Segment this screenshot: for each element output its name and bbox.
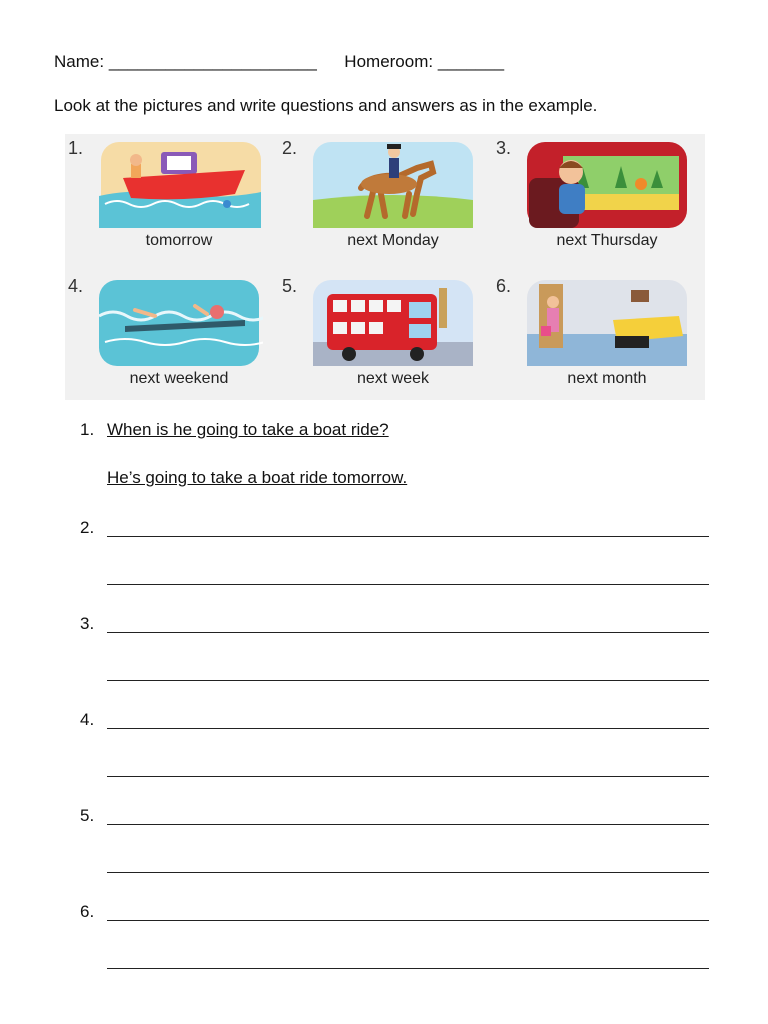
picture-caption: next week: [356, 370, 430, 387]
question-line[interactable]: [107, 632, 709, 633]
picture-5: [279, 272, 489, 402]
question-line[interactable]: [107, 728, 709, 729]
item-number: 4.: [80, 710, 95, 729]
picture-caption: next Monday: [347, 232, 439, 249]
answer-item-2: [80, 518, 107, 538]
picture-number: 5.: [282, 276, 298, 296]
homeroom-field[interactable]: _______: [437, 52, 505, 71]
example-answer: [107, 468, 407, 488]
boat-ride-icon: [95, 138, 263, 230]
horse-ride-icon: [309, 138, 477, 230]
homeroom-label: Homeroom:: [344, 52, 434, 71]
bus-icon: [309, 276, 477, 368]
picture-2: [279, 134, 489, 264]
question-line[interactable]: [107, 824, 709, 825]
item-number: 5.: [80, 806, 95, 825]
hotel-room-icon: [523, 276, 691, 368]
item-number: 6.: [80, 902, 95, 921]
name-homeroom-header: [54, 52, 504, 72]
picture-caption: next month: [567, 370, 647, 387]
picture-6: [493, 272, 703, 402]
example-answer-text: He’s going to take a boat ride tomorrow.: [107, 468, 408, 487]
example-question-text: When is he going to take a boat ride?: [107, 420, 389, 439]
picture-caption: next Thursday: [556, 232, 658, 249]
item-number: 1.: [80, 420, 95, 439]
answer-line[interactable]: [107, 968, 709, 969]
swimming-icon: [95, 276, 263, 368]
answer-line[interactable]: [107, 680, 709, 681]
picture-1: [65, 134, 275, 264]
picture-number: 6.: [496, 276, 512, 296]
answer-line[interactable]: [107, 872, 709, 873]
answer-item-4: [80, 710, 107, 730]
picture-4: [65, 272, 275, 402]
answer-line[interactable]: [107, 584, 709, 585]
picture-caption: tomorrow: [145, 232, 213, 249]
item-number: 2.: [80, 518, 95, 537]
picture-number: 1.: [68, 138, 84, 158]
example-question: [80, 420, 389, 440]
answer-item-5: [80, 806, 107, 826]
picture-panel: [65, 134, 705, 400]
answer-line[interactable]: [107, 776, 709, 777]
picture-3: [493, 134, 703, 264]
picture-number: 4.: [68, 276, 84, 296]
item-number: 3.: [80, 614, 95, 633]
picture-number: 3.: [496, 138, 512, 158]
picture-number: 2.: [282, 138, 298, 158]
name-label: Name:: [54, 52, 105, 71]
answer-item-6: [80, 902, 107, 922]
answer-item-3: [80, 614, 107, 634]
question-line[interactable]: [107, 920, 709, 921]
instructions: Look at the pictures and write questions and answers as in the example.: [54, 96, 598, 115]
name-field[interactable]: ______________________: [108, 52, 317, 71]
picture-caption: next weekend: [129, 370, 229, 387]
theater-icon: [523, 138, 691, 230]
question-line[interactable]: [107, 536, 709, 537]
